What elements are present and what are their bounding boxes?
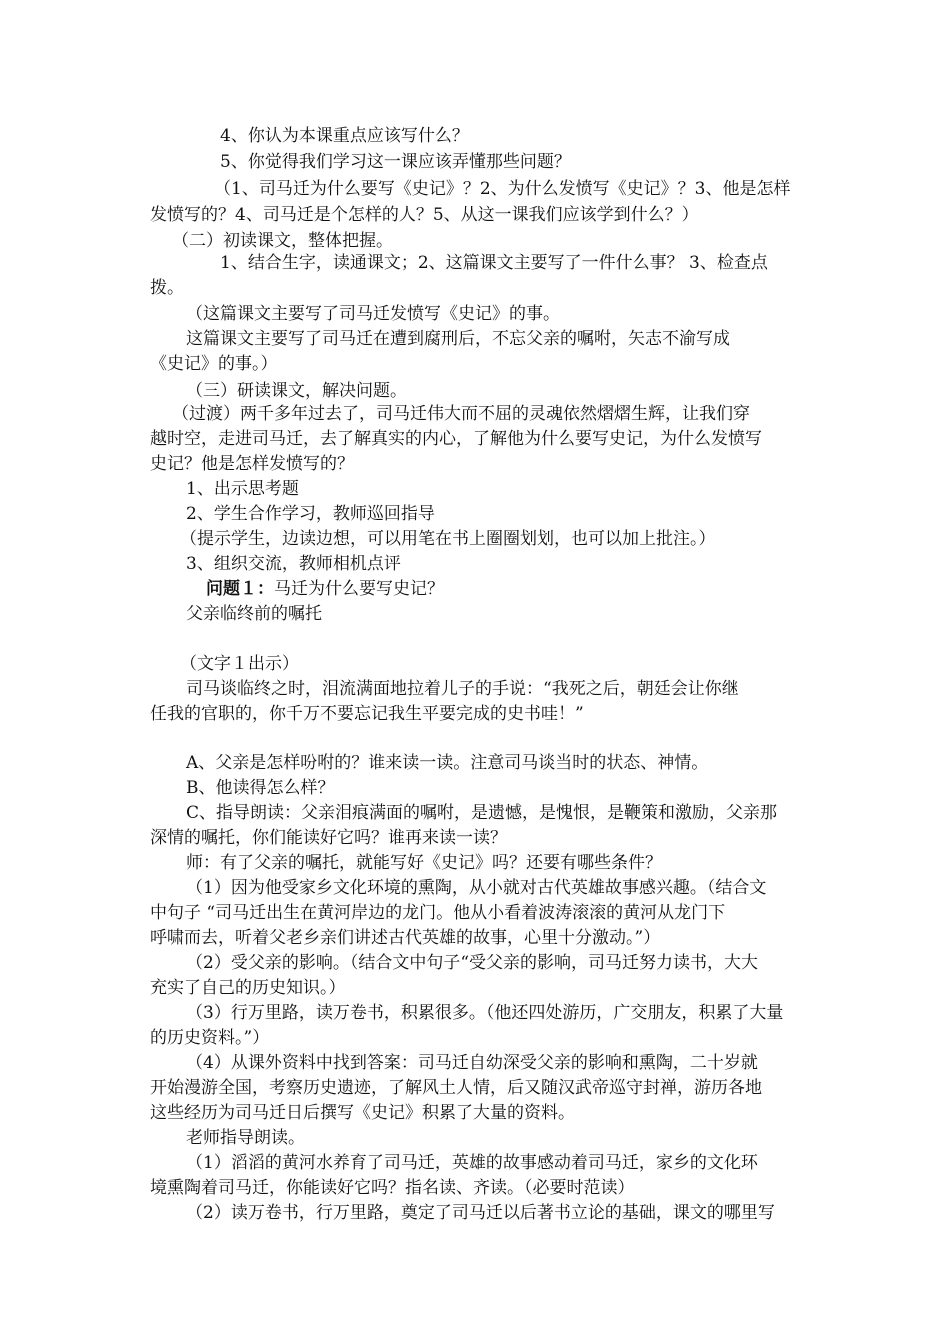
text-line: （1）因为他受家乡文化环境的熏陶，从小就对古代英雄故事感兴趣。（结合文 xyxy=(186,878,767,898)
text-line: C、指导朗读：父亲泪痕满面的嘱咐，是遗憾，是愧恨，是鞭策和激励，父亲那 xyxy=(186,803,778,823)
text-line: （这篇课文主要写了司马迁发愤写《史记》的事。 xyxy=(186,304,560,324)
text-line: （2）读万卷书，行万里路，奠定了司马迁以后著书立论的基础，课文的哪里写 xyxy=(186,1203,775,1223)
text-line: （2）受父亲的影响。（结合文中句子“受父亲的影响，司马迁努力读书，大大 xyxy=(186,953,759,973)
text-line: 这篇课文主要写了司马迁在遭到腐刑后，不忘父亲的嘱咐，矢志不渝写成 xyxy=(186,329,730,349)
text-line: A、父亲是怎样吩咐的？谁来读一读。注意司马谈当时的状态、神情。 xyxy=(186,753,709,773)
question-text: 马迁为什么要写史记？ xyxy=(274,579,444,599)
text-line: 中句子 “司马迁出生在黄河岸边的龙门。他从小看着波涛滚滚的黄河从龙门下 xyxy=(150,903,726,923)
text-line: 1、结合生字，读通课文；2、这篇课文主要写了一件什么事？ 3、检查点 xyxy=(220,253,768,273)
text-line: 2、学生合作学习，教师巡回指导 xyxy=(186,504,435,524)
text-line: （3）行万里路，读万卷书，积累很多。（他还四处游历，广交朋友，积累了大量 xyxy=(186,1003,784,1023)
quote-line: 任我的官职的，你千万不要忘记我生平要完成的史书哇！” xyxy=(150,704,584,724)
text-line: 5、你觉得我们学习这一课应该弄懂那些问题？ xyxy=(220,152,571,172)
text-line: 3、组织交流，教师相机点评 xyxy=(186,554,401,574)
question-label: 问题１： xyxy=(206,579,274,599)
text-line: （提示学生，边读边想，可以用笔在书上圈圈划划，也可以加上批注。） xyxy=(180,529,716,549)
text-line: （文字１出示） xyxy=(180,654,299,674)
text-line: 充实了自己的历史知识。） xyxy=(150,978,346,998)
text-line: 呼啸而去，听着父老乡亲们讲述古代英雄的故事，心里十分激动。”） xyxy=(150,928,661,948)
text-line: 境熏陶着司马迁，你能读好它吗？指名读、齐读。（必要时范读） xyxy=(150,1178,635,1198)
text-line: （过渡）两千多年过去了，司马迁伟大而不屈的灵魂依然熠熠生辉，让我们穿 xyxy=(172,404,750,424)
text-line: （4）从课外资料中找到答案：司马迁自幼深受父亲的影响和熏陶，二十岁就 xyxy=(186,1053,758,1073)
section-heading: （三）研读课文，解决问题。 xyxy=(186,381,407,401)
text-line: 1、出示思考题 xyxy=(186,479,299,499)
text-line: 拨。 xyxy=(150,278,184,298)
text-line: 这些经历为司马迁日后撰写《史记》积累了大量的资料。 xyxy=(150,1103,575,1123)
section-heading: （二）初读课文，整体把握。 xyxy=(172,231,393,251)
text-line: 发愤写的？4、司马迁是个怎样的人？5、从这一课我们应该学到什么？） xyxy=(150,205,699,225)
text-line: 老师指导朗读。 xyxy=(186,1128,305,1148)
text-line: （1、司马迁为什么要写《史记》？2、为什么发愤写《史记》？3、他是怎样 xyxy=(214,179,791,199)
quote-line: 司马谈临终之时，泪流满面地拉着儿子的手说：“我死之后，朝廷会让你继 xyxy=(186,679,739,699)
question-heading xyxy=(206,577,444,601)
text-line: 开始漫游全国，考察历史遗迹，了解风土人情，后又随汉武帝巡守封禅，游历各地 xyxy=(150,1078,762,1098)
text-line: 深情的嘱托，你们能读好它吗？谁再来读一读？ xyxy=(150,828,507,848)
text-line: （1）滔滔的黄河水养育了司马迁，英雄的故事感动着司马迁，家乡的文化环 xyxy=(186,1153,758,1173)
text-line: 父亲临终前的嘱托 xyxy=(186,604,322,624)
text-line: 越时空，走进司马迁，去了解真实的内心，了解他为什么要写史记，为什么发愤写 xyxy=(150,429,762,449)
text-line: 《史记》的事。） xyxy=(150,354,278,374)
text-line: 史记？他是怎样发愤写的？ xyxy=(150,454,354,474)
text-line: 师：有了父亲的嘱托，就能写好《史记》吗？还要有哪些条件？ xyxy=(186,853,662,873)
text-line: 4、你认为本课重点应该写什么？ xyxy=(220,126,469,146)
text-line: B、他读得怎么样？ xyxy=(186,778,335,798)
text-line: 的历史资料。”） xyxy=(150,1028,270,1048)
